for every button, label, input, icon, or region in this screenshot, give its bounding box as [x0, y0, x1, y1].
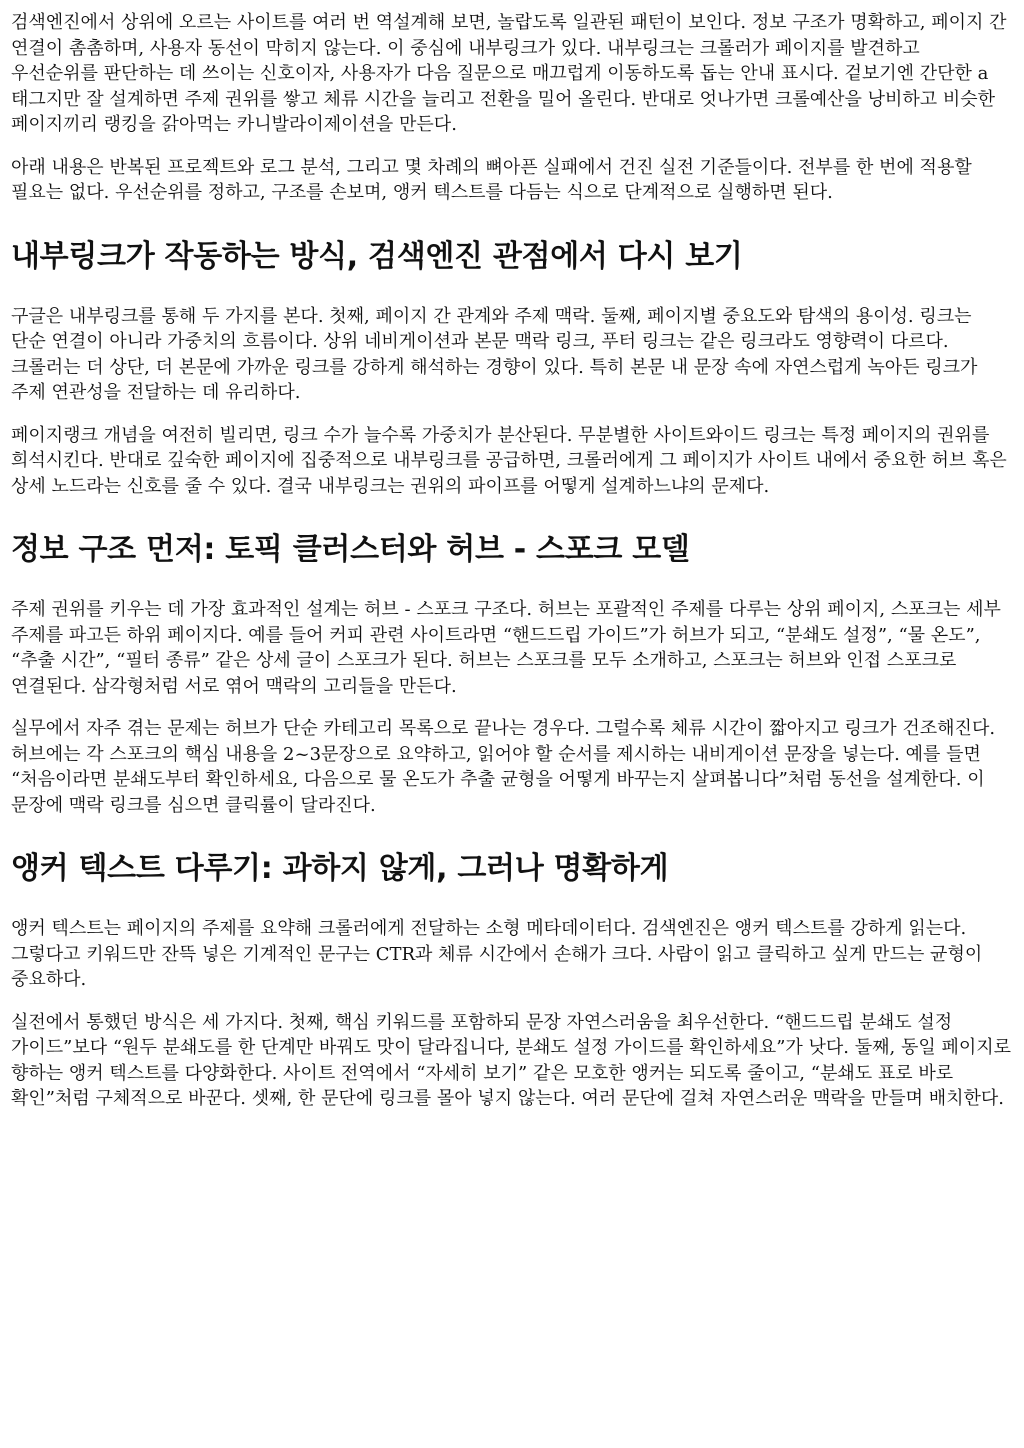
intro-paragraph-1: 검색엔진에서 상위에 오르는 사이트를 여러 번 역설계해 보면, 놀랍도록 일관된 패턴이 보인다. 정보 구조가 명확하고, 페이지 간 연결이 촘촘하며, 사용자 동선이 막히지 않는다. 이 중심에 내부링크가 있다. 내부링크는 크롤러가 페이지를 발견하고 우선순위를 판단하는 데 쓰이는 신호이자, 사용자가 다음 질문으로 매끄럽게 이동하도록 돕는 안내 표시다. 겉보기엔 간단한 a 태그지만 잘 설계하면 주제 권위를 쌓고 체류 시간을 늘리고 전환을 밀어 올린다. 반대로 엇나가면 크롤예산을 낭비하고 비슷한 페이지끼리 랭킹을 갉아먹는 카니발라이제이션을 만든다. [11, 12, 1007, 135]
section-heading-hub-spoke-model: 정보 구조 먼저: 토픽 클러스터와 허브 - 스포크 모델 [11, 532, 690, 567]
section-3-paragraph-1: 앵커 텍스트는 페이지의 주제를 요약해 크롤러에게 전달하는 소형 메타데이터다. 검색엔진은 앵커 텍스트를 강하게 읽는다. 그렇다고 키워드만 잔뜩 넣은 기계적인 문구는 CTR과 체류 시간에서 손해가 크다. 사람이 읽고 클릭하고 싶게 만드는 균형이 중요하다. [11, 918, 983, 990]
section-2-paragraph-1: 주제 권위를 키우는 데 가장 효과적인 설계는 허브 - 스포크 구조다. 허브는 포괄적인 주제를 다루는 상위 페이지, 스포크는 세부 주제를 파고든 하위 페이지다. 예를 들어 커피 관련 사이트라면 “핸드드립 가이드”가 허브가 되고, “분쇄도 설정”, “물 온도”, “추출 시간”, “필터 종류” 같은 상세 글이 스포크가 된다. 허브는 스포크를 모두 소개하고, 스포크는 허브와 인접 스포크로 연결된다. 삼각형처럼 서로 엮어 맥락의 고리들을 만든다. [11, 599, 1001, 697]
section-heading-anchor-text: 앵커 텍스트 다루기: 과하지 않게, 그러나 명확하게 [11, 851, 669, 886]
section-3-paragraph-2: 실전에서 통했던 방식은 세 가지다. 첫째, 핵심 키워드를 포함하되 문장 자연스러움을 최우선한다. “핸드드립 분쇄도 설정 가이드”보다 “원두 분쇄도를 한 단계만 바꿔도 맛이 달라집니다, 분쇄도 설정 가이드를 확인하세요”가 낫다. 둘째, 동일 페이지로 향하는 앵커 텍스트를 다양화한다. 사이트 전역에서 “자세히 보기” 같은 모호한 앵커는 되도록 줄이고, “분쇄도 표로 바로 확인”처럼 구체적으로 바꾼다. 셋째, 한 문단에 링크를 몰아 넣지 않는다. 여러 문단에 걸쳐 자연스러운 맥락을 만들며 배치한다. [11, 1011, 1011, 1109]
section-2-paragraph-2: 실무에서 자주 겪는 문제는 허브가 단순 카테고리 목록으로 끝나는 경우다. 그럴수록 체류 시간이 짧아지고 링크가 건조해진다. 허브에는 각 스포크의 핵심 내용을 2~3문장으로 요약하고, 읽어야 할 순서를 제시하는 내비게이션 문장을 넣는다. 예를 들면 “처음이라면 분쇄도부터 확인하세요, 다음으로 물 온도가 추출 균형을 어떻게 바꾸는지 살펴봅니다”처럼 동선을 설계한다. 이 문장에 맥락 링크를 심으면 클릭률이 달라진다. [11, 718, 996, 816]
section-1-paragraph-2: 페이지랭크 개념을 여전히 빌리면, 링크 수가 늘수록 가중치가 분산된다. 무분별한 사이트와이드 링크는 특정 페이지의 권위를 희석시킨다. 반대로 깊숙한 페이지에 집중적으로 내부링크를 공급하면, 크롤러에게 그 페이지가 사이트 내에서 중요한 허브 혹은 상세 노드라는 신호를 줄 수 있다. 결국 내부링크는 권위의 파이프를 어떻게 설계하느냐의 문제다. [11, 424, 1007, 497]
intro-paragraph-2: 아래 내용은 반복된 프로젝트와 로그 분석, 그리고 몇 차례의 뼈아픈 실패에서 건진 실전 기준들이다. 전부를 한 번에 적용할 필요는 없다. 우선순위를 정하고, 구조를 손보며, 앵커 텍스트를 다듬는 식으로 단계적으로 실행하면 된다. [11, 156, 972, 203]
article [11, 10, 1011, 1112]
section-heading-internal-links-mechanism: 내부링크가 작동하는 방식, 검색엔진 관점에서 다시 보기 [11, 238, 743, 274]
section-1-paragraph-1: 구글은 내부링크를 통해 두 가지를 본다. 첫째, 페이지 간 관계와 주제 맥락. 둘째, 페이지별 중요도와 탐색의 용이성. 링크는 단순 연결이 아니라 가중치의 흐름이다. 상위 네비게이션과 본문 맥락 링크, 푸터 링크는 같은 링크라도 영향력이 다르다. 크롤러는 더 상단, 더 본문에 가까운 링크를 강하게 해석하는 경향이 있다. 특히 본문 내 문장 속에 자연스럽게 녹아든 링크가 주제 연관성을 전달하는 데 유리하다. [11, 305, 978, 403]
